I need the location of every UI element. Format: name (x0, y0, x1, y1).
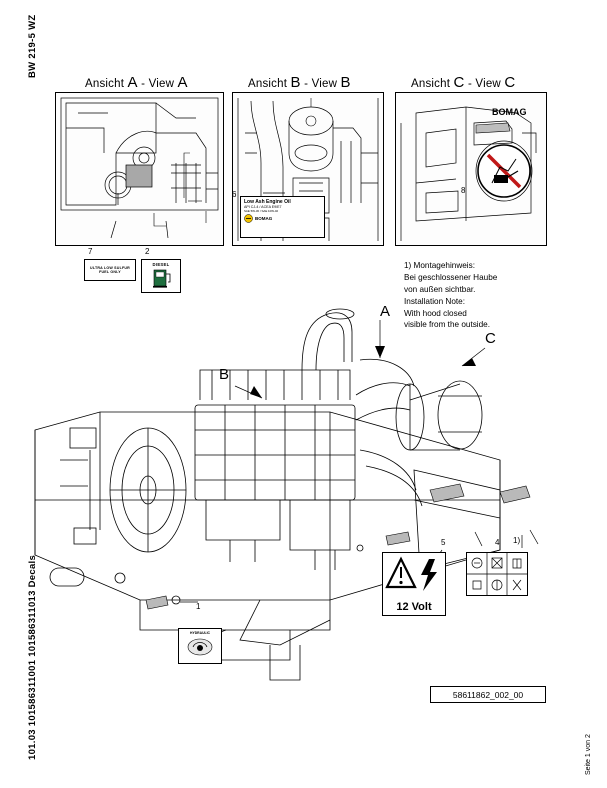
decal-2-number: 2 (145, 247, 150, 256)
decal-hydraulic-line1: HYDRAULIC (190, 630, 210, 635)
view-c-title (411, 74, 515, 91)
note-line-6: visible from the outside. (404, 320, 491, 330)
drawing-number: 58611862_002_00 (452, 689, 524, 700)
view-b-separator: - (304, 78, 309, 90)
note-line-1: 1) Montagehinweis: (404, 261, 475, 270)
view-a-letter2: A (177, 74, 188, 91)
view-a-suffix: View (148, 78, 175, 90)
page-number-label: Seite 1 von 2 (585, 734, 592, 775)
view-c-drawing (396, 93, 546, 245)
main-machine-illustration (30, 300, 580, 700)
decal-diesel (141, 259, 181, 293)
fuel-pump-icon (142, 267, 180, 289)
view-c-separator: - (467, 78, 473, 90)
view-b-letter: B (290, 74, 301, 91)
decal-hydraulic-oil (178, 628, 222, 664)
svg-text:BOMAG: BOMAG (492, 107, 527, 117)
callout-b: B (219, 366, 230, 383)
note-line-2: Bei geschlossener Haube (404, 272, 498, 282)
item-number-1: 1 (196, 602, 201, 611)
view-c-detail-image (395, 92, 547, 246)
decal-6-number: 6 (232, 190, 237, 199)
drawing-number-box (430, 686, 546, 703)
view-c-letter2: C (504, 74, 516, 91)
callout-a: A (380, 303, 391, 320)
view-a-detail-image (55, 92, 224, 246)
view-b-suffix: View (311, 78, 338, 90)
view-b-prefix: Ansicht (248, 78, 288, 90)
decal-ultra-low-sulfur-line1: ULTRA LOW SULFUR (90, 265, 130, 270)
model-label: BW 219-5 WZ (27, 14, 38, 78)
view-a-leaders (56, 93, 223, 245)
decal-maintenance-pictograms (466, 552, 528, 596)
view-b-title (248, 74, 351, 91)
decal-7-number: 7 (88, 247, 93, 256)
decal-oil-sub: API CJ-4 / ACEA E9/E7 (244, 205, 282, 209)
view-b-letter2: B (340, 74, 351, 91)
note-line-4: Installation Note: (404, 296, 465, 306)
decal-oil-title: Low Ash Engine Oil (244, 199, 291, 205)
item-number-4: 4 (495, 538, 500, 547)
note-line-5: With hood closed (404, 308, 467, 318)
decal-ultra-low-sulfur-line2: FUEL ONLY (99, 270, 121, 274)
bomag-logo-icon (244, 214, 253, 223)
no-pressure-wash-icon (478, 145, 530, 197)
decal-oil-brand: BOMAG (255, 216, 273, 222)
view-c-prefix: Ansicht (411, 78, 451, 90)
view-c-suffix: View (475, 78, 501, 90)
item-note-ref: 1) (513, 536, 521, 545)
decal-12-volt-warning (382, 552, 446, 616)
view-a-letter: A (127, 74, 138, 91)
view-a-prefix: Ansicht (85, 78, 125, 90)
note-line-3: von außen sichtbar. (404, 284, 476, 294)
decal-8-number: 8 (461, 186, 466, 195)
decal-oil-code1: SAE 5W-30 / SAE 10W-40 (244, 208, 279, 213)
decal-ultra-low-sulfur (84, 259, 136, 281)
decal-diesel-label: DIESEL (152, 262, 170, 267)
decal-low-ash-engine-oil (240, 196, 325, 238)
decal-12-volt-label: 12 Volt (396, 601, 432, 613)
callout-c: C (485, 330, 496, 347)
document-number-label: 101.03 101586311001 101586311013 Decals (27, 554, 38, 760)
view-a-title (85, 74, 188, 91)
view-c-letter: C (453, 74, 465, 91)
view-a-separator: - (141, 78, 146, 90)
warning-triangle-icon (383, 553, 445, 599)
oil-can-icon (179, 635, 221, 659)
maintenance-pictogram-grid-icon (467, 553, 527, 595)
item-number-5: 5 (441, 538, 446, 547)
